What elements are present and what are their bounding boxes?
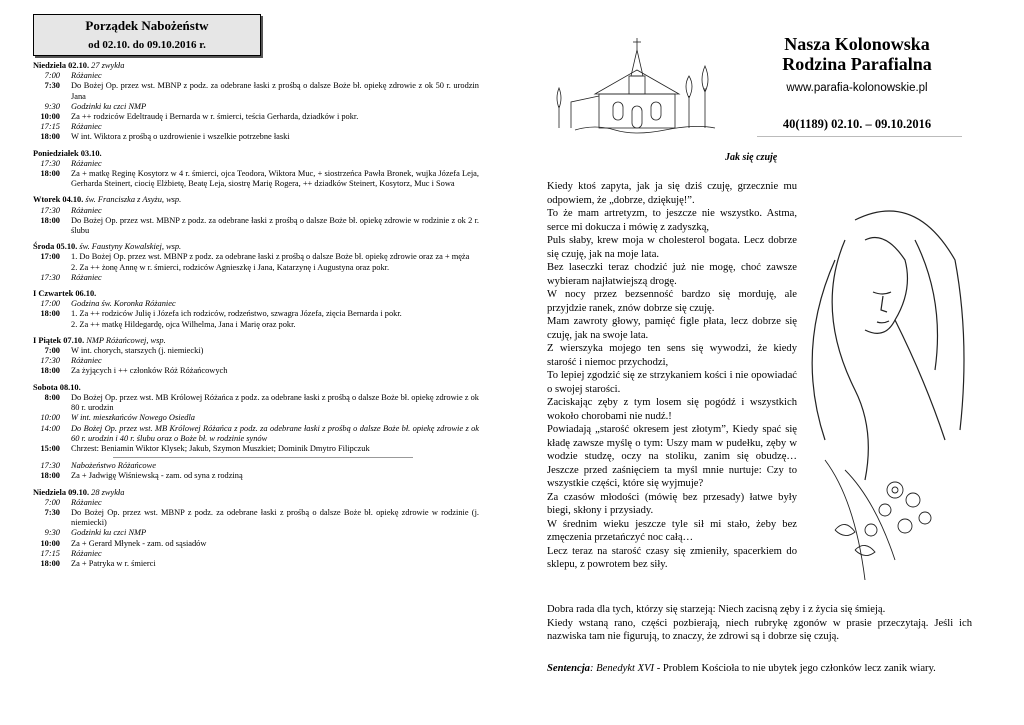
schedule-entry xyxy=(33,320,479,330)
schedule-entry xyxy=(33,263,479,273)
schedule-day xyxy=(33,383,479,482)
entry-time: 14:00 xyxy=(40,423,60,433)
day-heading xyxy=(33,488,479,498)
entry-text: Do Bożej Op. przez wst. MB Królowej Różańca z podz. za odebrane łaski z prośbą o dalsze Boże bł. opiekę zdrowie z ok 60 r. urodzin i 40 r. ślubu oraz o Boże bł. w rodzinie synów xyxy=(71,423,479,443)
entry-text: Różaniec xyxy=(71,548,102,558)
entry-time: 18:00 xyxy=(40,215,60,225)
entry-time: 17:00 xyxy=(40,252,60,262)
entry-time: 17:30 xyxy=(40,272,60,282)
entry-text: Za + Jadwigę Wiśniewską - zam. od syna z rodziną xyxy=(71,471,243,481)
schedule-title-box xyxy=(33,14,261,56)
sentence xyxy=(547,662,972,676)
entry-time: 17:15 xyxy=(40,548,60,558)
divider xyxy=(757,136,962,137)
entry-time: 7:30 xyxy=(44,507,60,517)
schedule-entry xyxy=(33,252,479,262)
day-name: I Czwartek 06.10. xyxy=(33,289,97,299)
entry-text: Za żyjących i ++ członków Róż Różańcowych xyxy=(71,366,228,376)
day-heading xyxy=(33,336,479,346)
schedule-entry xyxy=(33,112,479,122)
poem-stanza: W średnim wieku jeszcze tyle sił mi stało, żeby bez zmęczenia przetańczyć noc całą… xyxy=(547,518,797,543)
day-heading xyxy=(33,242,479,252)
entry-time xyxy=(33,263,71,273)
day-note: św. Franciszka z Asyżu, wsp. xyxy=(83,195,182,205)
entry-time: 17:30 xyxy=(40,158,60,168)
schedule-entry xyxy=(33,309,479,319)
woman-illustration xyxy=(795,200,975,600)
entry-time: 10:00 xyxy=(40,413,60,423)
day-heading xyxy=(33,61,479,71)
poem-stanza: Za czasów młodości (mówię bez przesady) łatwe były biegi, skłony i przysiady. xyxy=(547,491,797,516)
entry-text: 1. Za ++ rodziców Julię i Józefa ich rodziców, rodzeństwo, szwagra Józefa, zięcia Bernarda i pokr. xyxy=(71,309,402,319)
entry-text: Różaniec xyxy=(71,272,102,282)
day-heading xyxy=(33,289,479,299)
day-heading xyxy=(33,195,479,205)
schedule-entry xyxy=(33,508,479,528)
schedule-entry xyxy=(33,356,479,366)
schedule-entry xyxy=(33,471,479,481)
entry-time: 17:30 xyxy=(40,205,60,215)
entry-text: Do Bożej Op. przez wst. MB Królowej Różańca z podz. za odebrane łaski z prośbą o dalsze Boże bł. opiekę zdrowie z ok 80 r. urodzin xyxy=(71,392,479,413)
entry-time: 17:30 xyxy=(40,356,60,366)
entry-text: Do Bożej Op. przez wst. MBNP z podz. za odebrane łaski z prośbą o dalsze Boże bł. opiekę zdrowie w rodzinie z ok 2 r. ślubu xyxy=(71,215,479,236)
schedule-day xyxy=(33,195,479,236)
schedule-entry xyxy=(33,159,479,169)
entry-text: Godzinki ku czci NMP xyxy=(71,528,147,538)
day-name: I Piątek 07.10. xyxy=(33,335,85,345)
entry-text: Różaniec xyxy=(71,497,102,507)
poem-stanza: Kiedy ktoś zapyta, jak ja się dziś czuję, grzecznie mu odpowiem, że „dobrze, dziękuję!”. xyxy=(547,181,797,206)
entry-text: W int. Wiktora z prośbą o uzdrowienie i wszelkie potrzebne łaski xyxy=(71,132,290,142)
poem-body xyxy=(547,180,797,572)
poem-title: Jak się czuję xyxy=(725,152,778,163)
entry-text: 2. Za ++ żonę Annę w r. śmierci, rodziców Agnieszkę i Jana, Katarzynę i Augustyna oraz pokr. xyxy=(71,262,390,272)
schedule-entry xyxy=(33,346,479,356)
schedule-entry xyxy=(33,413,479,423)
sentence-author: : Benedykt XVI xyxy=(589,663,655,674)
schedule-list xyxy=(33,61,479,575)
schedule-entry xyxy=(33,444,479,454)
entry-text: Różaniec xyxy=(71,205,102,215)
entry-text: Za + Patryka w r. śmierci xyxy=(71,558,156,568)
parish-title-line2: Rodzina Parafialna xyxy=(782,54,932,74)
entry-text: Za ++ rodziców Edeltraudę i Bernarda w r. śmierci, teścia Gerharda, dziadków i pokr. xyxy=(71,112,359,122)
day-heading xyxy=(33,149,479,159)
poem-stanza: Z wierszyka mojego ten sens się wywodzi, że kiedy starość i niemoc przychodzi, xyxy=(547,343,797,368)
poem-stanza: Puls słaby, krew moja w cholesterol bogata. Lecz dobrze się czuję, jak na moje lata. xyxy=(547,235,797,260)
day-name: Sobota 08.10. xyxy=(33,382,81,392)
entry-time: 18:00 xyxy=(40,169,60,179)
entry-text: W int. mieszkańców Nowego Osiedla xyxy=(71,413,195,423)
day-name: Niedziela 02.10. xyxy=(33,61,90,70)
entry-text: Różaniec xyxy=(71,158,102,168)
entry-text: Chrzest: Beniamin Wiktor Klysek; Jakub, Szymon Muszkiet; Dominik Dmytro Filipczuk xyxy=(71,443,370,453)
day-name: Wtorek 04.10. xyxy=(33,195,84,205)
schedule-entry xyxy=(33,102,479,112)
entry-time: 18:00 xyxy=(40,132,60,142)
poem-stanza: W nocy przez bezsenność bardzo się morduję, ale przyjdzie ranek, znów dobrze się czuję. xyxy=(547,289,797,314)
entry-time: 10:00 xyxy=(40,112,60,122)
schedule-day xyxy=(33,289,479,330)
entry-time: 8:00 xyxy=(44,392,60,402)
entry-text: 1. Do Bożej Op. przez wst. MBNP z podz. za odebrane łaski z prośbą o dalsze Boże bł. opiekę zdrowie oraz za + męża xyxy=(71,252,470,262)
schedule-day xyxy=(33,149,479,190)
church-illustration xyxy=(555,36,722,136)
parish-title-line1: Nasza Kolonowska xyxy=(784,34,930,54)
entry-text: Godzinki ku czci NMP xyxy=(71,101,147,111)
poem-stanza: Kiedy wstaną rano, części pozbierają, niech rubrykę zgonów w prasie przeczytają. Jeśli ich nazwiska tam nie figurują, to znaczy, że zdrowi są i dobrze się czują. xyxy=(547,617,972,642)
entry-time: 17:15 xyxy=(40,122,60,132)
entry-text: W int. chorych, starszych (j. niemiecki) xyxy=(71,346,204,356)
poem-stanza: Powiadają „starość okresem jest złotym”, Kiedy spać się kładę zawsze myślę o tym: Uszy mam w pudełku, zęby w wodzie studzę, oczy na stoliku, zanim się obudzę… Jeszcze przed zaśnięciem ta myśl mnie nurtuje: Czy to wszystkie części, które się wyjmuje? xyxy=(547,424,797,489)
parish-title xyxy=(752,34,962,74)
schedule-entry xyxy=(33,132,479,142)
entry-text: 2. Za ++ matkę Hildegardę, ojca Wilhelma, Jana i Marię oraz pokr. xyxy=(71,319,296,329)
entry-text: Do Bożej Op. przez wst. MBNP z podz. za odebrane łaski z prośbą o dalsze Boże bł. opiekę zdrowie w rodzinie (j. niemiecki) xyxy=(71,507,479,528)
entry-text: Różaniec xyxy=(71,356,102,366)
day-name: Poniedziałek 03.10. xyxy=(33,148,102,158)
entry-time: 17:30 xyxy=(40,461,60,471)
schedule-day xyxy=(33,336,479,377)
day-name: Niedziela 09.10. xyxy=(33,487,90,497)
schedule-entry xyxy=(33,206,479,216)
poem-stanza: Mam zawroty głowy, pamięć figle płata, lecz dobrze się czuję, jak na swoje lata. xyxy=(547,316,797,341)
entry-text: Za + matkę Reginę Kosytorz w 4 r. śmierci, ojca Teodora, Wiktora Muc, + siostrzeńca Pawła Bronek, wujka Józefa Leja, Gerharda Steinert, ciocię Elżbietę, Beatę Leja, siostrę Marię Rogera, ++ dziadków Steinert, Kosytorz, Muc i Sowa xyxy=(71,169,479,189)
entry-text: Godzina św. Koronka Różaniec xyxy=(71,299,176,309)
schedule-entry xyxy=(33,71,479,81)
poem-body-wide xyxy=(547,603,972,644)
parish-url[interactable]: www.parafia-kolonowskie.pl xyxy=(786,82,928,94)
entry-time: 10:00 xyxy=(40,538,60,548)
entry-text: Różaniec xyxy=(71,71,102,81)
entry-time: 18:00 xyxy=(40,471,60,481)
entry-time: 17:00 xyxy=(40,299,60,309)
day-note: 28 zwykła xyxy=(89,487,125,497)
issue-number: 40(1189) 02.10. – 09.10.2016 xyxy=(782,117,932,131)
schedule-day xyxy=(33,61,479,143)
schedule-entry xyxy=(33,169,479,189)
entry-time: 7:30 xyxy=(44,81,60,91)
poem-stanza: Lecz teraz na starość czasy się zmieniły, spacerkiem do sklepu, z powrotem bez siły. xyxy=(547,545,797,570)
day-note: św. Faustyny Kowalskiej, wsp. xyxy=(77,242,182,252)
poem-stanza: Zaciskając zęby z tym losem się pogódź i wszystkich wokoło chorobami nie nudź.! xyxy=(547,397,797,422)
sentence-label: Sentencja xyxy=(547,663,590,674)
sentence-text: - Problem Kościoła to nie ubytek jego członków lecz zanik wiary. xyxy=(654,663,936,674)
day-name: Środa 05.10. xyxy=(33,242,78,252)
entry-text: Nabożeństwo Różańcowe xyxy=(71,461,156,471)
entry-text: Za + Gerard Młynek - zam. od sąsiadów xyxy=(71,538,207,548)
day-note: 27 zwykła xyxy=(89,61,125,70)
entry-time: 7:00 xyxy=(44,497,60,507)
schedule-day xyxy=(33,242,479,283)
schedule-entry xyxy=(33,216,479,236)
entry-time: 18:00 xyxy=(40,309,60,319)
schedule-day xyxy=(33,488,479,570)
poem-stanza: Dobra rada dla tych, którzy się starzeją: Niech zacisną zęby i z życia się śmieją. xyxy=(547,604,886,615)
entry-text: Do Bożej Op. przez wst. MBNP z podz. za odebrane łaski z prośbą o dalsze Boże bł. opiekę zdrowie z ok 50 r. urodzin Jana xyxy=(71,81,479,101)
schedule-entry xyxy=(33,528,479,538)
schedule-title: Porządek Nabożeństw xyxy=(85,18,209,33)
entry-time: 9:30 xyxy=(44,101,60,111)
schedule-entry xyxy=(33,273,479,283)
entry-text: Różaniec xyxy=(71,122,102,132)
entry-time xyxy=(33,320,71,330)
schedule-entry xyxy=(33,81,479,101)
poem-stanza: Bez laseczki teraz chodzić już nie mogę, choć zawsze wybieram najłatwiejszą drogę. xyxy=(547,262,797,287)
day-heading xyxy=(33,383,479,393)
schedule-entry xyxy=(33,498,479,508)
entry-time: 15:00 xyxy=(40,443,60,453)
entry-time: 7:00 xyxy=(44,71,60,81)
schedule-entry xyxy=(33,559,479,569)
schedule-entry xyxy=(33,549,479,559)
schedule-entry xyxy=(33,299,479,309)
entry-time: 18:00 xyxy=(40,558,60,568)
schedule-entry xyxy=(33,424,479,444)
schedule-entry xyxy=(33,539,479,549)
schedule-entry xyxy=(33,122,479,132)
entry-time: 9:30 xyxy=(44,528,60,538)
day-note: NMP Różańcowej, wsp. xyxy=(84,335,166,345)
entry-separator xyxy=(113,457,413,458)
entry-time: 7:00 xyxy=(44,346,60,356)
schedule-subtitle: od 02.10. do 09.10.2016 r. xyxy=(88,39,206,51)
schedule-entry xyxy=(33,366,479,376)
schedule-entry xyxy=(33,393,479,413)
poem-stanza: To lepiej zgodzić się ze strzykaniem kości i nie opowiadać o swojej starości. xyxy=(547,370,797,395)
entry-time: 18:00 xyxy=(40,366,60,376)
poem-stanza: To że mam artretyzm, to jeszcze nie wszystko. Astma, serce mi dokucza i mówię z zadyszką, xyxy=(547,208,797,233)
schedule-entry xyxy=(33,461,479,471)
